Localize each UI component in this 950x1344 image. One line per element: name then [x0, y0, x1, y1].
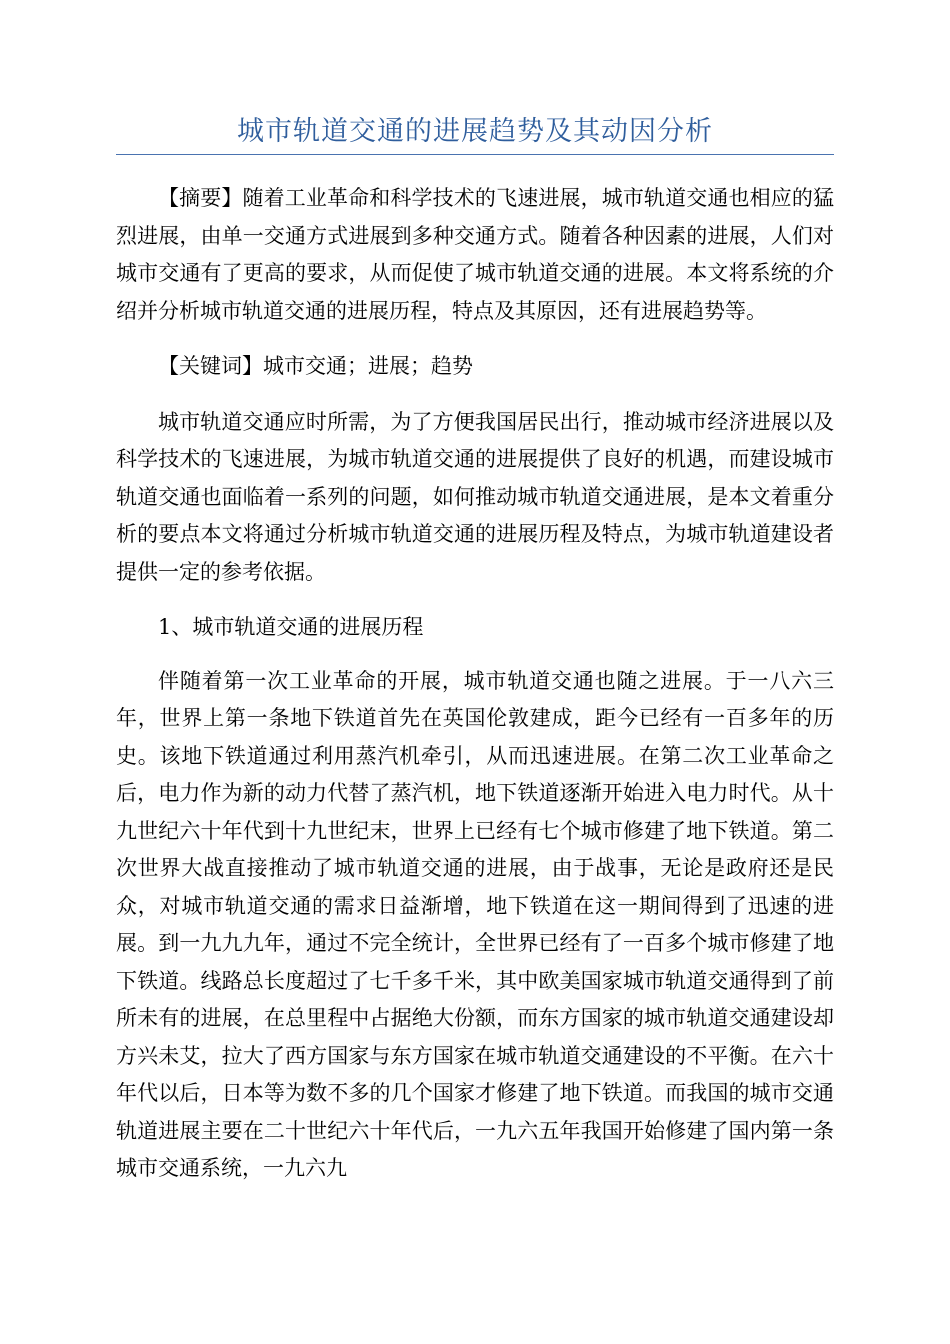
keywords-paragraph: 【关键词】城市交通；进展；趋势	[158, 354, 473, 378]
abstract-paragraph: 【摘要】随着工业革命和科学技术的飞速进展，城市轨道交通也相应的猛烈进展，由单一交通方式进展到多种交通方式。随着各种因素的进展，人们对城市交通有了更高的要求，从而促使了城市轨道交通的进展。本文将系统的介绍并分析城市轨道交通的进展历程，特点及其原因，还有进展趋势等。	[116, 186, 834, 323]
document-title: 城市轨道交通的进展趋势及其动因分析	[237, 116, 713, 147]
title-underline	[116, 154, 834, 155]
section-body-paragraph: 伴随着第一次工业革命的开展，城市轨道交通也随之进展。于一八六三年，世界上第一条地下铁道首先在英国伦敦建成，距今已经有一百多年的历史。该地下铁道通过利用蒸汽机牵引，从而迅速进展。在第二次工业革命之后，电力作为新的动力代替了蒸汽机，地下铁道逐渐开始进入电力时代。从十九世纪六十年代到十九世纪末，世界上已经有七个城市修建了地下铁道。第二次世界大战直接推动了城市轨道交通的进展，由于战事，无论是政府还是民众，对城市轨道交通的需求日益渐增，地下铁道在这一期间得到了迅速的进展。到一九九九年，通过不完全统计，全世界已经有了一百多个城市修建了地下铁道。线路总长度超过了七千多千米，其中欧美国家城市轨道交通得到了前所未有的进展，在总里程中占据绝大份额，而东方国家的城市轨道交通建设却方兴未艾，拉大了西方国家与东方国家在城市轨道交通建设的不平衡。在六十年代以后，日本等为数不多的几个国家才修建了地下铁道。而我国的城市交通轨道进展主要在二十世纪六十年代后，一九六五年我国开始修建了国内第一条城市交通系统，一九六九	[116, 668, 834, 1180]
intro-paragraph: 城市轨道交通应时所需，为了方便我国居民出行，推动城市经济进展以及科学技术的飞速进展，为城市轨道交通的进展提供了良好的机遇，而建设城市轨道交通也面临着一系列的问题，如何推动城市轨道交通进展，是本文着重分析的要点本文将通过分析城市轨道交通的进展历程及特点，为城市轨道建设者提供一定的参考依据。	[116, 409, 834, 584]
section-heading: 1、城市轨道交通的进展历程	[158, 615, 424, 639]
document-body	[116, 180, 834, 1206]
